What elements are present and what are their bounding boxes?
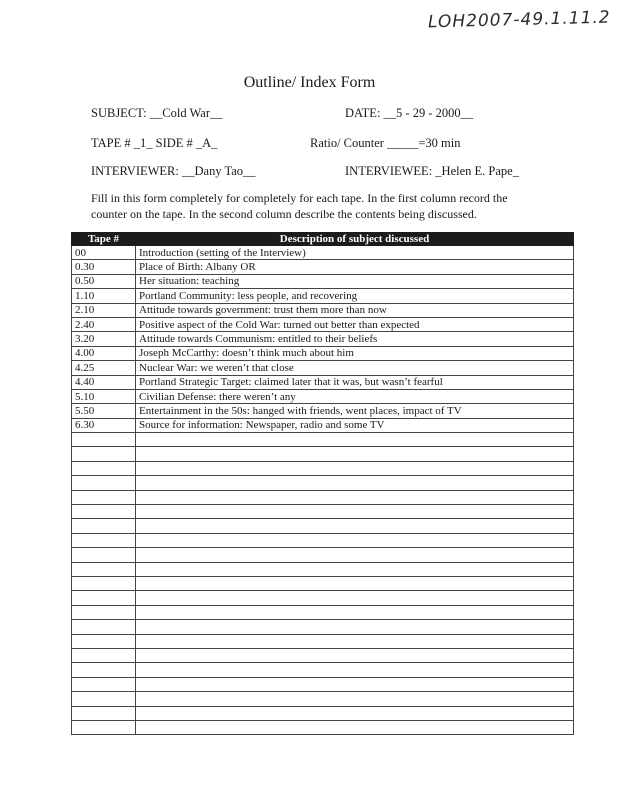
table-row xyxy=(72,375,574,389)
tape-counter-cell xyxy=(72,476,136,490)
description-cell xyxy=(136,476,574,490)
table-row xyxy=(72,648,574,662)
tape-counter-cell xyxy=(72,648,136,662)
table-row xyxy=(72,447,574,461)
tape-counter-cell xyxy=(72,548,136,562)
table-row xyxy=(72,274,574,288)
tape-counter-cell: 00 xyxy=(72,246,136,260)
form-title: Outline/ Index Form xyxy=(243,74,376,91)
tape-number-header: Tape # xyxy=(72,233,136,246)
table-row xyxy=(72,692,574,706)
table-row xyxy=(72,519,574,533)
tape-counter-cell: 6.30 xyxy=(72,418,136,432)
description-cell xyxy=(136,433,574,447)
table-row xyxy=(72,591,574,605)
description-cell xyxy=(136,562,574,576)
description-cell xyxy=(136,490,574,504)
tape-counter-cell: 4.00 xyxy=(72,346,136,360)
tape-counter-cell: 5.50 xyxy=(72,404,136,418)
table-row xyxy=(72,418,574,432)
description-cell xyxy=(136,591,574,605)
description-cell: Her situation: teaching xyxy=(136,274,574,288)
description-cell: Positive aspect of the Cold War: turned out better than expected xyxy=(136,317,574,331)
tape-counter-cell xyxy=(72,692,136,706)
table-row xyxy=(72,720,574,734)
tape-counter-cell xyxy=(72,447,136,461)
date-field: DATE: __5 - 29 - 2000__ xyxy=(345,106,474,120)
description-cell xyxy=(136,533,574,547)
description-cell: Place of Birth: Albany OR xyxy=(136,260,574,274)
tape-counter-cell xyxy=(72,605,136,619)
description-cell: Attitude towards Communism: entitled to their beliefs xyxy=(136,332,574,346)
table-row xyxy=(72,706,574,720)
table-row xyxy=(72,490,574,504)
tape-counter-cell: 4.40 xyxy=(72,375,136,389)
table-row xyxy=(72,677,574,691)
description-cell xyxy=(136,677,574,691)
table-row xyxy=(72,332,574,346)
description-cell xyxy=(136,605,574,619)
description-cell xyxy=(136,648,574,662)
description-cell xyxy=(136,706,574,720)
tape-counter-cell xyxy=(72,433,136,447)
tape-counter-cell xyxy=(72,562,136,576)
table-row xyxy=(72,433,574,447)
tape-counter-cell: 3.20 xyxy=(72,332,136,346)
tape-counter-cell xyxy=(72,677,136,691)
table-row xyxy=(72,317,574,331)
tape-counter-cell xyxy=(72,620,136,634)
description-cell xyxy=(136,634,574,648)
table-header-row xyxy=(72,233,574,246)
description-cell: Portland Strategic Target: claimed later that it was, but wasn’t fearful xyxy=(136,375,574,389)
description-cell xyxy=(136,692,574,706)
table-row xyxy=(72,663,574,677)
description-cell: Portland Community: less people, and recovering xyxy=(136,289,574,303)
table-row xyxy=(72,576,574,590)
table-row xyxy=(72,346,574,360)
tape-counter-cell: 0.50 xyxy=(72,274,136,288)
table-row xyxy=(72,361,574,375)
tape-counter-cell: 0.30 xyxy=(72,260,136,274)
description-cell xyxy=(136,576,574,590)
tape-counter-cell xyxy=(72,519,136,533)
tape-counter-cell: 4.25 xyxy=(72,361,136,375)
interviewee-field: INTERVIEWEE: _Helen E. Pape_ xyxy=(345,164,519,178)
ratio-counter-field: Ratio/ Counter _____=30 min xyxy=(310,136,461,150)
tape-counter-cell xyxy=(72,591,136,605)
tape-counter-cell xyxy=(72,663,136,677)
tape-side-field: TAPE # _1_ SIDE # _A_ xyxy=(91,136,218,150)
table-row xyxy=(72,246,574,260)
table-row xyxy=(72,289,574,303)
description-cell: Introduction (setting of the Interview) xyxy=(136,246,574,260)
tape-counter-cell xyxy=(72,533,136,547)
description-cell: Joseph McCarthy: doesn’t think much about him xyxy=(136,346,574,360)
table-row xyxy=(72,260,574,274)
table-row xyxy=(72,634,574,648)
description-cell xyxy=(136,548,574,562)
instructions-text: Fill in this form completely for completely for each tape. In the first column record the counter on the tape. In the second column describe the contents being discussed. xyxy=(91,191,508,221)
table-row xyxy=(72,404,574,418)
table-row xyxy=(72,461,574,475)
table-row xyxy=(72,605,574,619)
description-cell xyxy=(136,519,574,533)
accession-number-handwritten: LOH2007-49.1.11.2 xyxy=(427,7,611,33)
description-cell xyxy=(136,663,574,677)
table-row xyxy=(72,548,574,562)
interviewer-field: INTERVIEWER: __Dany Tao__ xyxy=(91,164,256,178)
tape-counter-cell: 1.10 xyxy=(72,289,136,303)
tape-index-table xyxy=(71,232,574,735)
description-cell: Civilian Defense: there weren’t any xyxy=(136,389,574,403)
table-row xyxy=(72,303,574,317)
description-cell: Attitude towards government: trust them more than now xyxy=(136,303,574,317)
tape-counter-cell xyxy=(72,706,136,720)
table-row xyxy=(72,620,574,634)
table-body xyxy=(72,246,574,735)
table-row xyxy=(72,505,574,519)
tape-counter-cell xyxy=(72,576,136,590)
table-row xyxy=(72,389,574,403)
tape-counter-cell xyxy=(72,461,136,475)
description-cell xyxy=(136,720,574,734)
table-row xyxy=(72,476,574,490)
tape-counter-cell xyxy=(72,505,136,519)
table-row xyxy=(72,533,574,547)
description-cell xyxy=(136,461,574,475)
description-cell: Entertainment in the 50s: hanged with friends, went places, impact of TV xyxy=(136,404,574,418)
description-header: Description of subject discussed xyxy=(136,233,574,246)
tape-counter-cell: 2.40 xyxy=(72,317,136,331)
tape-counter-cell xyxy=(72,634,136,648)
description-cell xyxy=(136,447,574,461)
table-row xyxy=(72,562,574,576)
tape-counter-cell: 5.10 xyxy=(72,389,136,403)
tape-counter-cell: 2.10 xyxy=(72,303,136,317)
tape-counter-cell xyxy=(72,490,136,504)
description-cell xyxy=(136,620,574,634)
description-cell: Source for information: Newspaper, radio and some TV xyxy=(136,418,574,432)
subject-field: SUBJECT: __Cold War__ xyxy=(91,106,223,120)
description-cell: Nuclear War: we weren’t that close xyxy=(136,361,574,375)
description-cell xyxy=(136,505,574,519)
tape-counter-cell xyxy=(72,720,136,734)
